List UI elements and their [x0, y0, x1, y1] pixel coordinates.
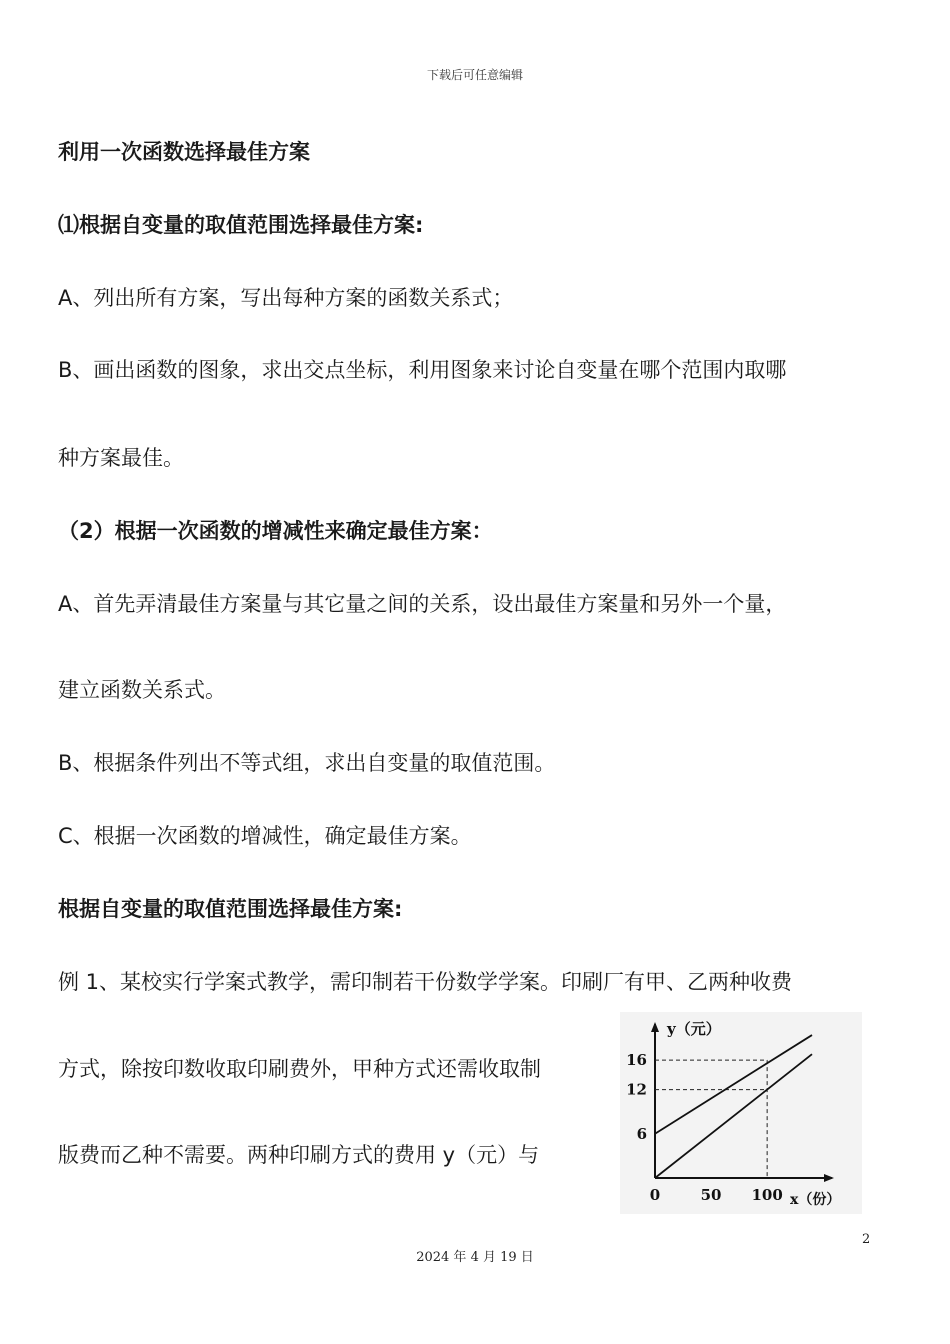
series-line-0 [655, 1035, 812, 1134]
chart-axes [651, 1022, 834, 1182]
y-axis-arrow [651, 1022, 659, 1032]
y-tick-label: 16 [626, 1051, 647, 1070]
subsection-1-title: ⑴根据自变量的取值范围选择最佳方案: [58, 213, 424, 237]
x-tick-label: 0 [649, 1186, 661, 1204]
chart-reference-lines [655, 1060, 767, 1178]
x-axis-arrow [824, 1174, 834, 1182]
example-1-text-cont-1: 方式，除按印数收取印刷费外，甲种方式还需收取制 [58, 1057, 541, 1081]
subsection-2-title: （2）根据一次函数的增减性来确定最佳方案： [58, 519, 493, 543]
example-section-title: 根据自变量的取值范围选择最佳方案: [58, 897, 403, 921]
chart-series [655, 1035, 812, 1178]
header-note: 下载后可任意编辑 [426, 68, 523, 82]
y-tick-label: 6 [636, 1124, 647, 1143]
x-tick-label: 50 [700, 1186, 722, 1204]
function-graph [620, 1012, 862, 1214]
y-axis-label: y（元） [667, 1020, 721, 1038]
series-line-1 [655, 1054, 812, 1178]
step-2b-text: B、根据条件列出不等式组，求出自变量的取值范围。 [58, 751, 556, 775]
page-number: 2 [862, 1232, 871, 1247]
step-a-text: A、列出所有方案，写出每种方案的函数关系式； [58, 286, 514, 310]
function-graph-svg [620, 1012, 862, 1214]
step-2c-text: C、根据一次函数的增减性，确定最佳方案。 [58, 824, 472, 848]
step-2a-text: A、首先弄清最佳方案量与其它量之间的关系，设出最佳方案量和另外一个量， [58, 592, 787, 616]
step-2a-text-cont: 建立函数关系式。 [58, 678, 226, 702]
section-title: 利用一次函数选择最佳方案 [58, 140, 310, 164]
footer-date: 2024 年 4 月 19 日 [416, 1250, 534, 1265]
chart-labels [626, 1020, 840, 1208]
x-tick-label: 100 [751, 1186, 783, 1204]
y-tick-label: 12 [626, 1080, 647, 1099]
example-1-text: 例 1、某校实行学案式教学，需印制若干份数学学案。印刷厂有甲、乙两种收费 [58, 970, 793, 994]
x-axis-label: x（份） [790, 1192, 841, 1208]
step-b-text-cont: 种方案最佳。 [58, 446, 184, 470]
example-1-text-cont-2: 版费而乙种不需要。两种印刷方式的费用 y（元）与 [58, 1143, 540, 1167]
step-b-text: B、画出函数的图象，求出交点坐标，利用图象来讨论自变量在哪个范围内取哪 [58, 358, 787, 382]
